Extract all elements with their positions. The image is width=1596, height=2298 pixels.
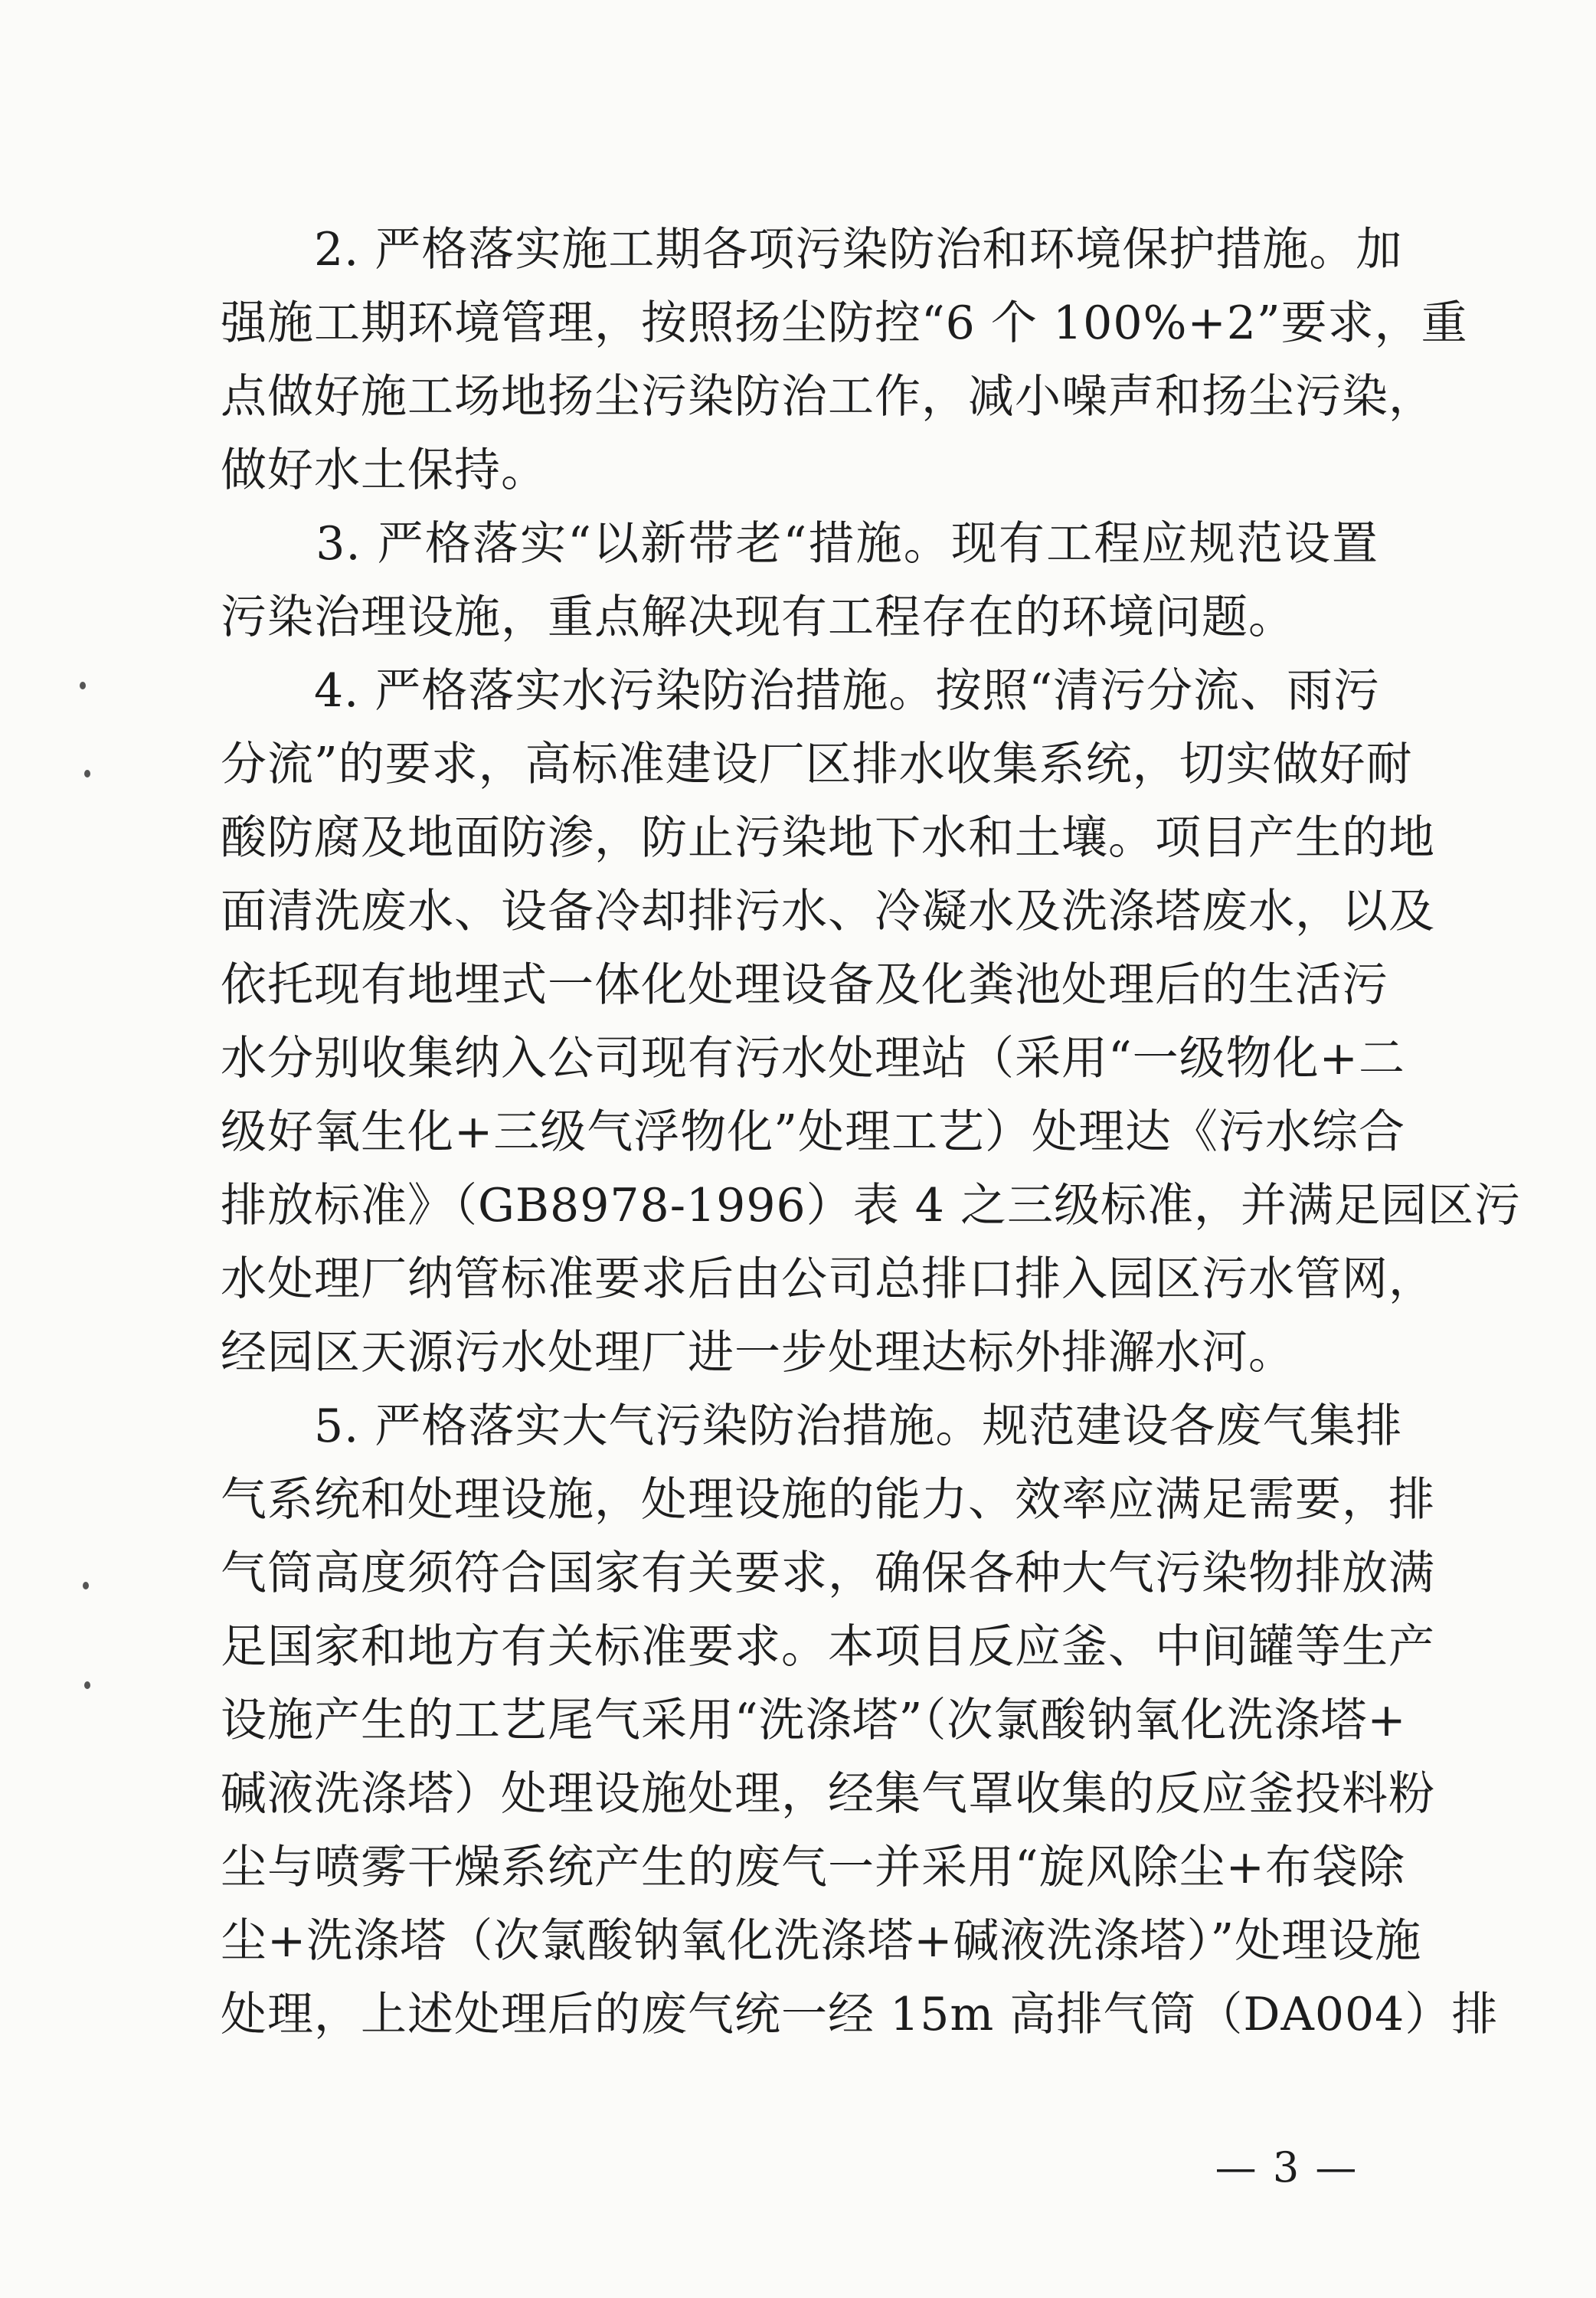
text-line: 设施产生的工艺尾气采用“洗涤塔”（次氯酸钠氧化洗涤塔+	[221, 1694, 1407, 1747]
text-line: 污染治理设施，重点解决现有工程存在的环境问题。	[221, 591, 1295, 644]
text-line: 排放标准》（GB8978-1996）表 4 之三级标准，并满足园区污	[221, 1179, 1522, 1232]
text-line: 足国家和地方有关标准要求。本项目反应釜、中间罐等生产	[221, 1620, 1435, 1674]
text-line: 级好氧生化+三级气浮物化”处理工艺）处理达《污水综合	[221, 1105, 1405, 1159]
text-line: 经园区天源污水处理厂进一步处理达标外排澥水河。	[221, 1326, 1295, 1380]
text-line: 水处理厂纳管标准要求后由公司总排口排入园区污水管网，	[221, 1252, 1435, 1306]
text-line: 3. 严格落实“以新带老“措施。现有工程应规范设置	[221, 517, 1379, 571]
scan-speck	[83, 1582, 89, 1589]
text-line: 气系统和处理设施，处理设施的能力、效率应满足需要，排	[221, 1473, 1435, 1527]
text-line: 酸防腐及地面防渗，防止污染地下水和土壤。项目产生的地	[221, 811, 1435, 865]
text-line: 尘+洗涤塔（次氯酸钠氧化洗涤塔+碱液洗涤塔）”处理设施	[221, 1914, 1422, 1968]
text-line: 5. 严格落实大气污染防治措施。规范建设各废气集排	[221, 1399, 1403, 1453]
text-line: 做好水土保持。	[221, 444, 548, 497]
scan-speck	[80, 682, 86, 689]
text-line: 碱液洗涤塔）处理设施处理，经集气罩收集的反应釜投料粉	[221, 1767, 1435, 1821]
text-line: 依托现有地埋式一体化处理设备及化粪池处理后的生活污	[221, 958, 1388, 1012]
text-line: 点做好施工场地扬尘污染防治工作，减小噪声和扬尘污染，	[221, 370, 1435, 424]
text-line: 气筒高度须符合国家有关要求，确保各种大气污染物排放满	[221, 1547, 1435, 1600]
text-line: 水分别收集纳入公司现有污水处理站（采用“一级物化+二	[221, 1032, 1405, 1085]
scan-speck	[84, 1681, 90, 1689]
text-line: 处理，上述处理后的废气统一经 15m 高排气筒（DA004）排	[221, 1988, 1499, 2041]
text-line: 尘与喷雾干燥系统产生的废气一并采用“旋风除尘+布袋除	[221, 1841, 1405, 1894]
text-line: 分流”的要求，高标准建设厂区排水收集系统，切实做好耐	[221, 738, 1413, 791]
text-line: 面清洗废水、设备冷却排污水、冷凝水及洗涤塔废水，以及	[221, 885, 1435, 938]
text-line: 2. 严格落实施工期各项污染防治和环境保护措施。加	[221, 223, 1403, 277]
scan-speck	[84, 770, 90, 777]
text-line: 4. 严格落实水污染防治措施。按照“清污分流、雨污	[221, 664, 1380, 718]
text-line: 强施工期环境管理，按照扬尘防控“6 个 100%+2”要求，重	[221, 296, 1468, 350]
page-number: — 3 —	[1215, 2143, 1359, 2192]
body-text	[221, 213, 1522, 2051]
